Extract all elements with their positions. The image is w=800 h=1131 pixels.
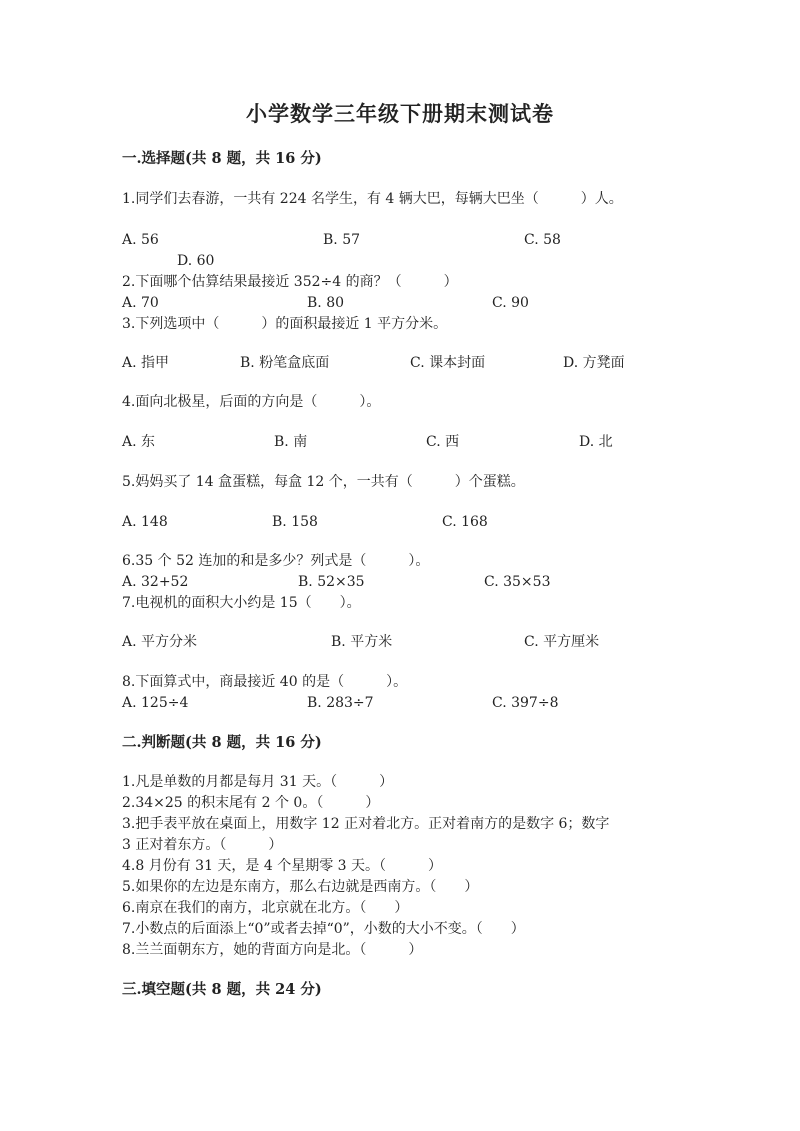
question-stem: 6.35 个 52 连加的和是多少？列式是（ ）。 bbox=[122, 553, 430, 569]
judge-item: 6.南京在我们的南方，北京就在北方。（ ） bbox=[122, 900, 409, 916]
option-c: C. 90 bbox=[492, 295, 529, 311]
option-b: B. 158 bbox=[272, 514, 318, 530]
judge-item: 8.兰兰面朝东方，她的背面方向是北。（ ） bbox=[122, 942, 423, 958]
question-stem: 7.电视机的面积大小约是 15（ ）。 bbox=[122, 595, 361, 611]
option-c: C. 西 bbox=[426, 434, 460, 450]
option-b: B. 南 bbox=[274, 434, 308, 450]
option-b: B. 80 bbox=[307, 295, 345, 311]
option-a: A. 32+52 bbox=[122, 574, 189, 590]
section-heading-choice: 一.选择题(共 8 题，共 16 分) bbox=[122, 150, 322, 167]
judge-item: 1.凡是单数的月都是每月 31 天。（ ） bbox=[122, 774, 394, 790]
option-b: B. 52×35 bbox=[298, 574, 365, 590]
option-b: B. 283÷7 bbox=[307, 695, 374, 711]
option-b: B. 粉笔盒底面 bbox=[240, 355, 330, 371]
option-c: C. 58 bbox=[524, 232, 561, 248]
question-stem: 1.同学们去春游，一共有 224 名学生，有 4 辆大巴，每辆大巴坐（ ）人。 bbox=[122, 191, 623, 207]
judge-item-continued: 3 正对着东方。（ ） bbox=[122, 837, 283, 853]
judge-item: 3.把手表平放在桌面上，用数字 12 正对着北方。正对着南方的是数字 6；数字 bbox=[122, 816, 610, 832]
option-c: C. 168 bbox=[442, 514, 488, 530]
option-a: A. 125÷4 bbox=[122, 695, 189, 711]
judge-item: 4.8 月份有 31 天，是 4 个星期零 3 天。（ ） bbox=[122, 858, 443, 874]
option-c: C. 平方厘米 bbox=[524, 634, 600, 650]
option-d: D. 60 bbox=[177, 253, 215, 269]
question-stem: 4.面向北极星，后面的方向是（ ）。 bbox=[122, 394, 381, 410]
option-c: C. 课本封面 bbox=[410, 355, 486, 371]
judge-item: 5.如果你的左边是东南方，那么右边就是西南方。（ ） bbox=[122, 879, 479, 895]
question-stem: 3.下列选项中（ ）的面积最接近 1 平方分米。 bbox=[122, 316, 448, 332]
section-heading-judge: 二.判断题(共 8 题，共 16 分) bbox=[122, 734, 322, 751]
option-b: B. 57 bbox=[323, 232, 361, 248]
judge-item: 2.34×25 的积末尾有 2 个 0。（ ） bbox=[122, 795, 380, 811]
option-c: C. 35×53 bbox=[484, 574, 551, 590]
page-title: 小学数学三年级下册期末测试卷 bbox=[246, 101, 554, 126]
option-a: A. 东 bbox=[122, 434, 156, 450]
option-b: B. 平方米 bbox=[331, 634, 393, 650]
option-c: C. 397÷8 bbox=[492, 695, 559, 711]
question-stem: 5.妈妈买了 14 盒蛋糕，每盒 12 个，一共有（ ）个蛋糕。 bbox=[122, 474, 525, 490]
option-a: A. 指甲 bbox=[122, 355, 170, 371]
option-a: A. 56 bbox=[122, 232, 159, 248]
option-a: A. 70 bbox=[122, 295, 159, 311]
question-stem: 2.下面哪个估算结果最接近 352÷4 的商？（ ） bbox=[122, 274, 458, 290]
question-stem: 8.下面算式中，商最接近 40 的是（ ）。 bbox=[122, 674, 408, 690]
judge-item: 7.小数点的后面添上“0”或者去掉“0”，小数的大小不变。（ ） bbox=[122, 921, 525, 937]
option-d: D. 北 bbox=[579, 434, 613, 450]
option-a: A. 平方分米 bbox=[122, 634, 198, 650]
section-heading-fill: 三.填空题(共 8 题，共 24 分) bbox=[122, 981, 322, 998]
option-d: D. 方凳面 bbox=[563, 355, 625, 371]
option-a: A. 148 bbox=[122, 514, 168, 530]
